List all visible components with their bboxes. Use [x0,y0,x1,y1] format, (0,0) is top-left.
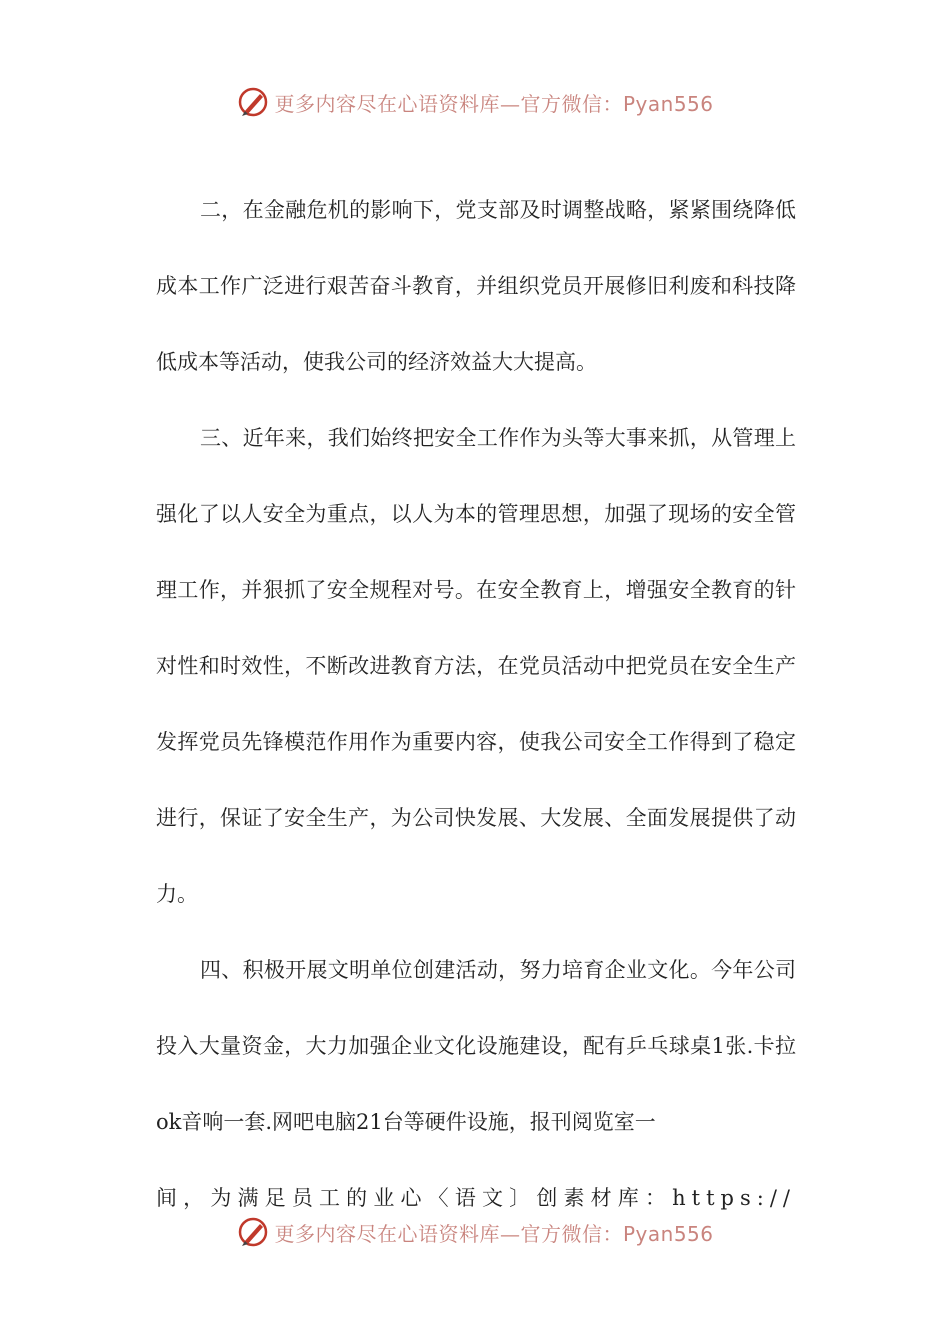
header-text [274,88,713,117]
pen-logo-icon [236,85,270,119]
header-wechat-id: Pyan556 [622,91,714,116]
paragraph-4: 四、积极开展文明单位创建活动，努力培育企业文化。今年公司投入大量资金，大力加强企业文化设施建设，配有乒乓球桌1张.卡拉ok音响一套.网吧电脑21台等硬件设施，报刊阅览室一 [156,958,796,1134]
footer-wechat-id: Pyan556 [622,1221,714,1246]
paragraph-3: 三、近年来，我们始终把安全工作作为头等大事来抓，从管理上强化了以人安全为重点，以人为本的管理思想，加强了现场的安全管理工作，并狠抓了安全规程对号。在安全教育上，增强安全教育的针对性和时效性，不断改进教育方法，在党员活动中把党员在安全生产发挥党员先锋模范作用作为重要内容，使我公司安全工作得到了稳定进行，保证了安全生产，为公司快发展、大发展、全面发展提供了动力。 [156,426,796,906]
document-body [156,172,796,1236]
paragraph-4-last-line: 间，为满足员工的业心〈语文〕创素材库：https:// [156,1186,796,1210]
pen-logo-icon [236,1215,270,1249]
paragraph-2: 二，在金融危机的影响下，党支部及时调整战略，紧紧围绕降低成本工作广泛进行艰苦奋斗教育，并组织党员开展修旧利废和科技降低成本等活动，使我公司的经济效益大大提高。 [156,198,796,374]
footer-text [274,1218,713,1247]
header-site-name: 更多内容尽在心语资料库— [274,91,521,116]
footer-wechat-label: 官方微信： [520,1221,623,1246]
header-wechat-label: 官方微信： [520,91,623,116]
header-watermark [0,82,950,122]
footer-site-name: 更多内容尽在心语资料库— [274,1221,521,1246]
footer-watermark [0,1212,950,1252]
